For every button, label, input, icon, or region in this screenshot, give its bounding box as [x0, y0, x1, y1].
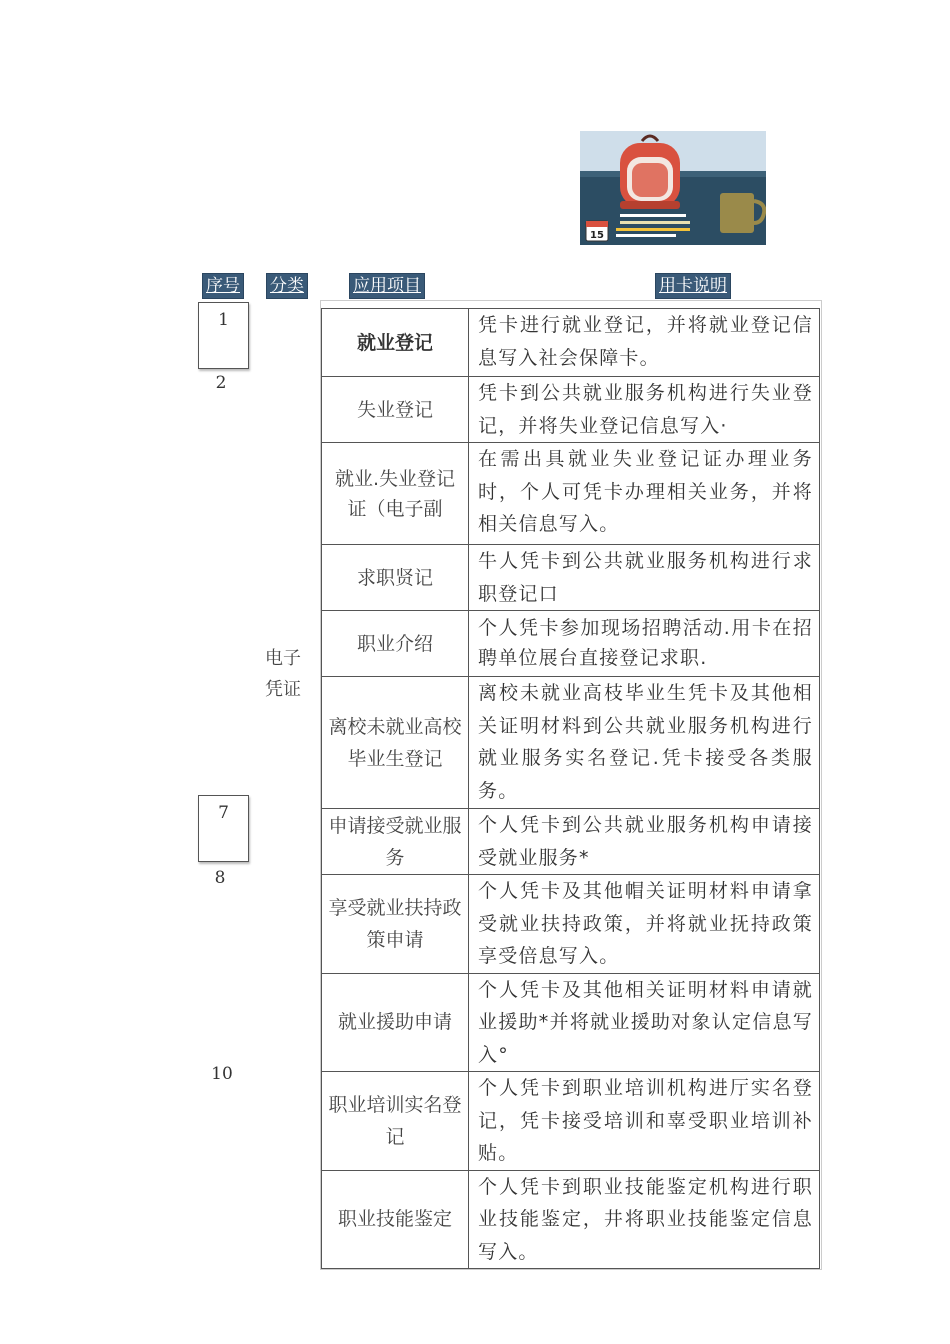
table-row: [322, 443, 820, 545]
row-item: 职业介绍: [322, 611, 469, 677]
row-desc: 凭卡到公共就业服务机构进行失业登记，并将失业登记信息写入·: [469, 377, 820, 443]
seq-number-8: 8: [214, 868, 226, 888]
table-row: [322, 677, 820, 809]
header-category: 分类: [266, 273, 308, 299]
row-desc: 离校未就业高枝毕业生凭卡及其他相关证明材料到公共就业服务机构进行就业服务实名登记.凭卡接受各类服务。: [469, 677, 820, 809]
table-row: [322, 973, 820, 1072]
header-desc: 用卡说明: [655, 273, 731, 299]
row-desc: 在需出具就业失业登记证办理业务时，个人可凭卡办理相关业务，并将相关信息写入。: [469, 443, 820, 545]
table-row: [322, 875, 820, 974]
row-item: 就业.失业登记证（电子副: [322, 443, 469, 545]
category-label: 电子凭证: [265, 648, 301, 700]
usage-table: [321, 308, 820, 1269]
svg-text:15: 15: [590, 230, 604, 241]
calendar-icon: [586, 221, 608, 241]
table-row: [322, 545, 820, 611]
table-row: [322, 309, 820, 377]
row-item: 申请接受就业服务: [322, 809, 469, 875]
seq-number-2: 2: [215, 373, 227, 393]
row-item: 职业技能鉴定: [322, 1170, 469, 1269]
row-desc: 个人凭卡及其他相关证明材料申请就业援助*并将就业援助对象认定信息写入°: [469, 973, 820, 1072]
table-row: [322, 809, 820, 875]
row-desc: 个人凭卡及其他帽关证明材料申请拿受就业扶持政策，并将就业抚持政策享受倍息写入。: [469, 875, 820, 974]
row-desc: 个人凭卡参加现场招聘活动.用卡在招聘单位展台直接登记求职.: [469, 611, 820, 677]
row-desc: 牛人凭卡到公共就业服务机构进行求职登记口: [469, 545, 820, 611]
row-desc: 个人凭卡到公共就业服务机构申请接受就业服务*: [469, 809, 820, 875]
seq-box-1: 1: [198, 302, 249, 369]
seq-number-10: 10: [211, 1064, 233, 1084]
row-desc: 凭卡进行就业登记，并将就业登记信息写入社会保障卡。: [469, 309, 820, 377]
seq-box-7: 7: [198, 795, 249, 862]
row-desc: 个人凭卡到职业培训机构进厅实名登记，凭卡接受培训和辜受职业培训补贴。: [469, 1072, 820, 1171]
row-item: 离校未就业高校毕业生登记: [322, 677, 469, 809]
table-row: [322, 377, 820, 443]
backpack-icon: [620, 136, 680, 209]
row-item: 失业登记: [322, 377, 469, 443]
table-row: [322, 611, 820, 677]
row-item: 享受就业扶持政策申请: [322, 875, 469, 974]
header-item: 应用项目: [349, 273, 425, 299]
row-desc: 个人凭卡到职业技能鉴定机构进行职业技能鉴定，井将职业技能鉴定信息写入。: [469, 1170, 820, 1269]
row-item: 就业登记: [322, 309, 469, 377]
table-row: [322, 1072, 820, 1171]
row-item: 职业培训实名登记: [322, 1072, 469, 1171]
table-row: [322, 1170, 820, 1269]
header-seq: 序号: [202, 273, 244, 299]
row-item: 就业援助申请: [322, 973, 469, 1072]
desk-illustration: [580, 131, 766, 245]
row-item: 求职贤记: [322, 545, 469, 611]
